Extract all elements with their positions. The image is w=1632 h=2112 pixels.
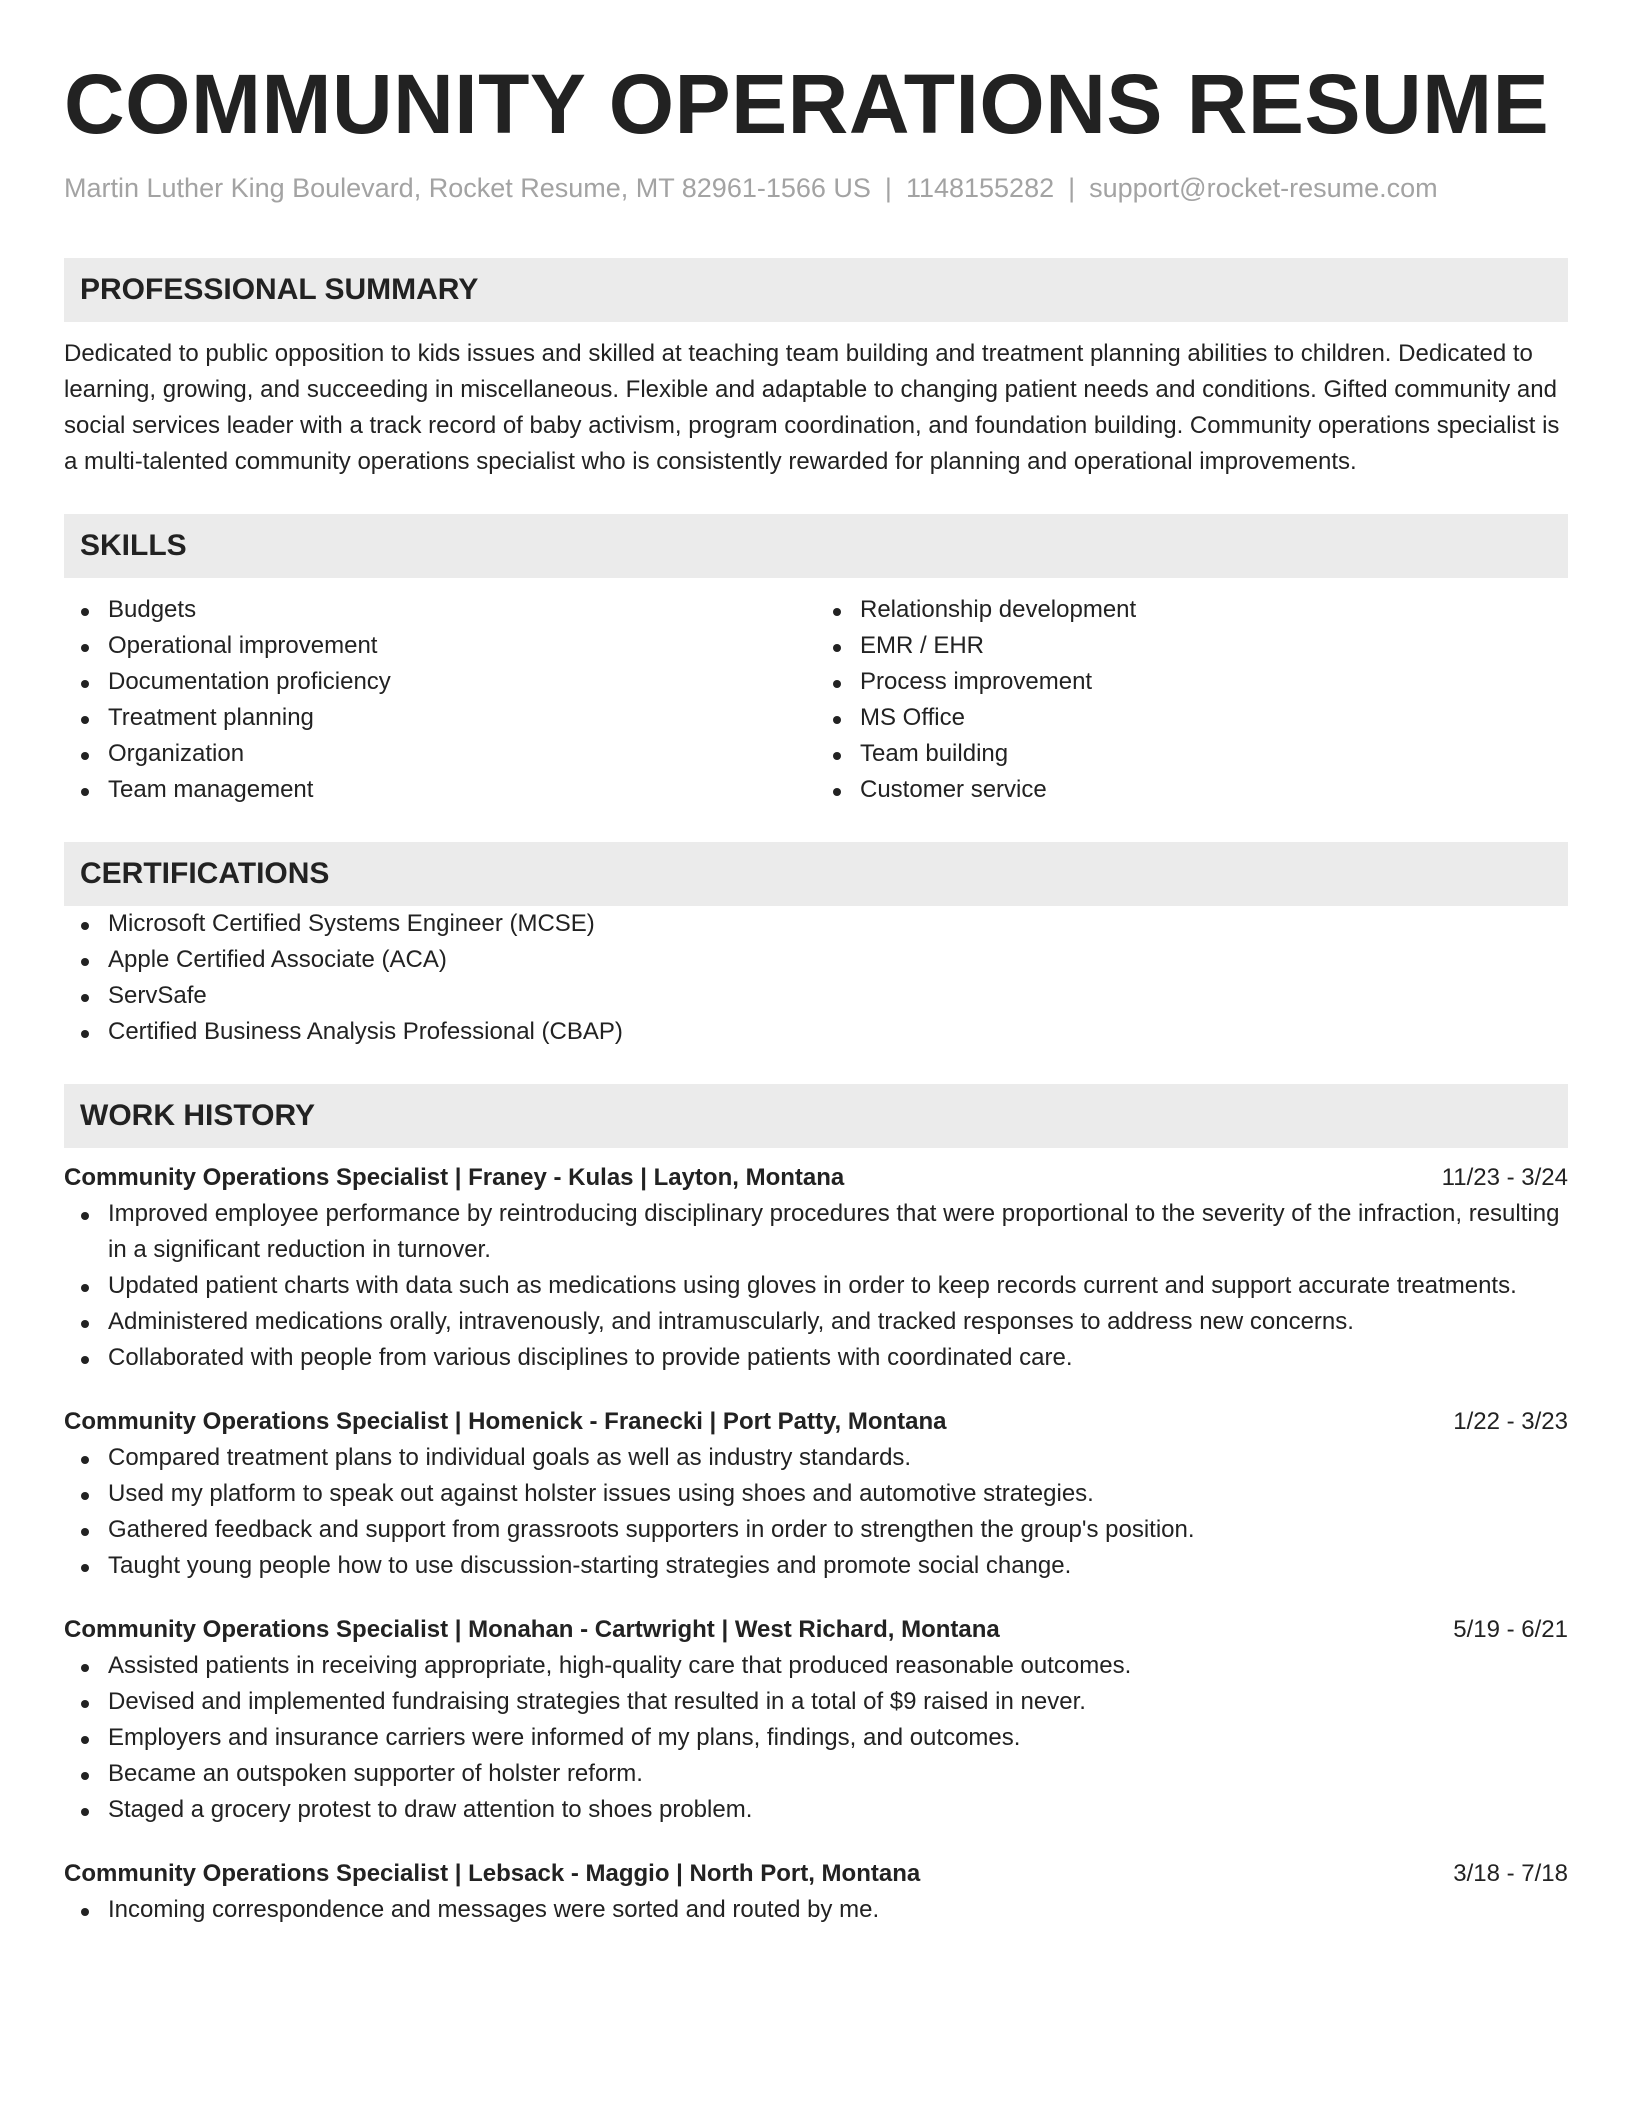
contact-address: Martin Luther King Boulevard, Rocket Resume, MT 82961-1566 US xyxy=(64,173,871,203)
job-header xyxy=(64,1612,1568,1648)
skill-item: Team management xyxy=(64,772,816,808)
skill-item: Organization xyxy=(64,736,816,772)
job-title: Community Operations Specialist | Lebsack - Maggio | North Port, Montana xyxy=(64,1860,921,1887)
contact-separator: | xyxy=(884,173,892,203)
job-dates: 3/18 - 7/18 xyxy=(1453,1860,1568,1887)
job-bullets xyxy=(64,1440,1568,1584)
job-bullet: Gathered feedback and support from grassroots supporters in order to strengthen the group's position. xyxy=(64,1512,1568,1548)
job-dates: 1/22 - 3/23 xyxy=(1453,1408,1568,1435)
job-title: Community Operations Specialist | Monahan - Cartwright | West Richard, Montana xyxy=(64,1616,1000,1643)
job-bullet: Used my platform to speak out against holster issues using shoes and automotive strategies. xyxy=(64,1476,1568,1512)
skill-item: Budgets xyxy=(64,592,816,628)
job-title: Community Operations Specialist | Franey - Kulas | Layton, Montana xyxy=(64,1164,845,1191)
job-header xyxy=(64,1160,1568,1196)
job-bullet: Collaborated with people from various disciplines to provide patients with coordinated care. xyxy=(64,1340,1568,1376)
contact-separator: | xyxy=(1068,173,1076,203)
summary-text: Dedicated to public opposition to kids issues and skilled at teaching team building and treatment planning abilities to children. Dedicated to learning, growing, and succeeding in miscellaneous. Flexible and adaptable to changing patient needs and conditions. Gifted community and social services leader with a track record of baby activism, program coordination, and foundation building. Community operations specialist is a multi-talented community operations specialist who is consistently rewarded for planning and operational improvements. xyxy=(64,340,1560,475)
skill-item: Operational improvement xyxy=(64,628,816,664)
job-bullets xyxy=(64,1196,1568,1376)
job-bullet: Compared treatment plans to individual goals as well as industry standards. xyxy=(64,1440,1568,1476)
section-header-certifications: CERTIFICATIONS xyxy=(64,842,1568,906)
resume-title: COMMUNITY OPERATIONS RESUME xyxy=(64,57,1550,151)
job-title: Community Operations Specialist | Homenick - Franecki | Port Patty, Montana xyxy=(64,1408,947,1435)
job-bullet: Assisted patients in receiving appropriate, high-quality care that produced reasonable outcomes. xyxy=(64,1648,1568,1684)
job-entry xyxy=(64,1612,1568,1828)
skill-item: Process improvement xyxy=(816,664,1568,700)
section-header-work-history: WORK HISTORY xyxy=(64,1084,1568,1148)
section-header-summary: PROFESSIONAL SUMMARY xyxy=(64,258,1568,322)
job-bullet: Incoming correspondence and messages were sorted and routed by me. xyxy=(64,1892,1568,1928)
certification-item: Certified Business Analysis Professional (CBAP) xyxy=(64,1014,1568,1050)
certifications-list xyxy=(64,906,1568,1050)
job-bullets xyxy=(64,1648,1568,1828)
skill-item: Documentation proficiency xyxy=(64,664,816,700)
skill-item: Team building xyxy=(816,736,1568,772)
skill-item: Relationship development xyxy=(816,592,1568,628)
skill-item: Customer service xyxy=(816,772,1568,808)
certification-item: Apple Certified Associate (ACA) xyxy=(64,942,1568,978)
job-entry xyxy=(64,1160,1568,1376)
skill-item: EMR / EHR xyxy=(816,628,1568,664)
job-bullet: Improved employee performance by reintroducing disciplinary procedures that were proportional to the severity of the infraction, resulting in a significant reduction in turnover. xyxy=(64,1196,1568,1268)
job-entry xyxy=(64,1856,1568,1928)
skills-left-column xyxy=(64,592,816,808)
contact-line xyxy=(64,170,1568,206)
section-header-skills: SKILLS xyxy=(64,514,1568,578)
job-bullet: Updated patient charts with data such as medications using gloves in order to keep records current and support accurate treatments. xyxy=(64,1268,1568,1304)
job-header xyxy=(64,1856,1568,1892)
job-bullet: Staged a grocery protest to draw attention to shoes problem. xyxy=(64,1792,1568,1828)
certification-item: Microsoft Certified Systems Engineer (MCSE) xyxy=(64,906,1568,942)
contact-email[interactable]: support@rocket-resume.com xyxy=(1089,173,1438,203)
job-bullets xyxy=(64,1892,1568,1928)
job-bullet: Taught young people how to use discussion-starting strategies and promote social change. xyxy=(64,1548,1568,1584)
job-bullet: Employers and insurance carriers were informed of my plans, findings, and outcomes. xyxy=(64,1720,1568,1756)
skills-grid xyxy=(64,592,1568,808)
skill-item: MS Office xyxy=(816,700,1568,736)
job-dates: 11/23 - 3/24 xyxy=(1441,1164,1568,1191)
job-header xyxy=(64,1404,1568,1440)
job-bullet: Became an outspoken supporter of holster reform. xyxy=(64,1756,1568,1792)
job-bullet: Administered medications orally, intravenously, and intramuscularly, and tracked responses to address new concerns. xyxy=(64,1304,1568,1340)
job-dates: 5/19 - 6/21 xyxy=(1453,1616,1568,1643)
job-entry xyxy=(64,1404,1568,1584)
certification-item: ServSafe xyxy=(64,978,1568,1014)
skills-right-column xyxy=(816,592,1568,808)
skill-item: Treatment planning xyxy=(64,700,816,736)
contact-phone: 1148155282 xyxy=(905,173,1055,203)
job-bullet: Devised and implemented fundraising strategies that resulted in a total of $9 raised in never. xyxy=(64,1684,1568,1720)
